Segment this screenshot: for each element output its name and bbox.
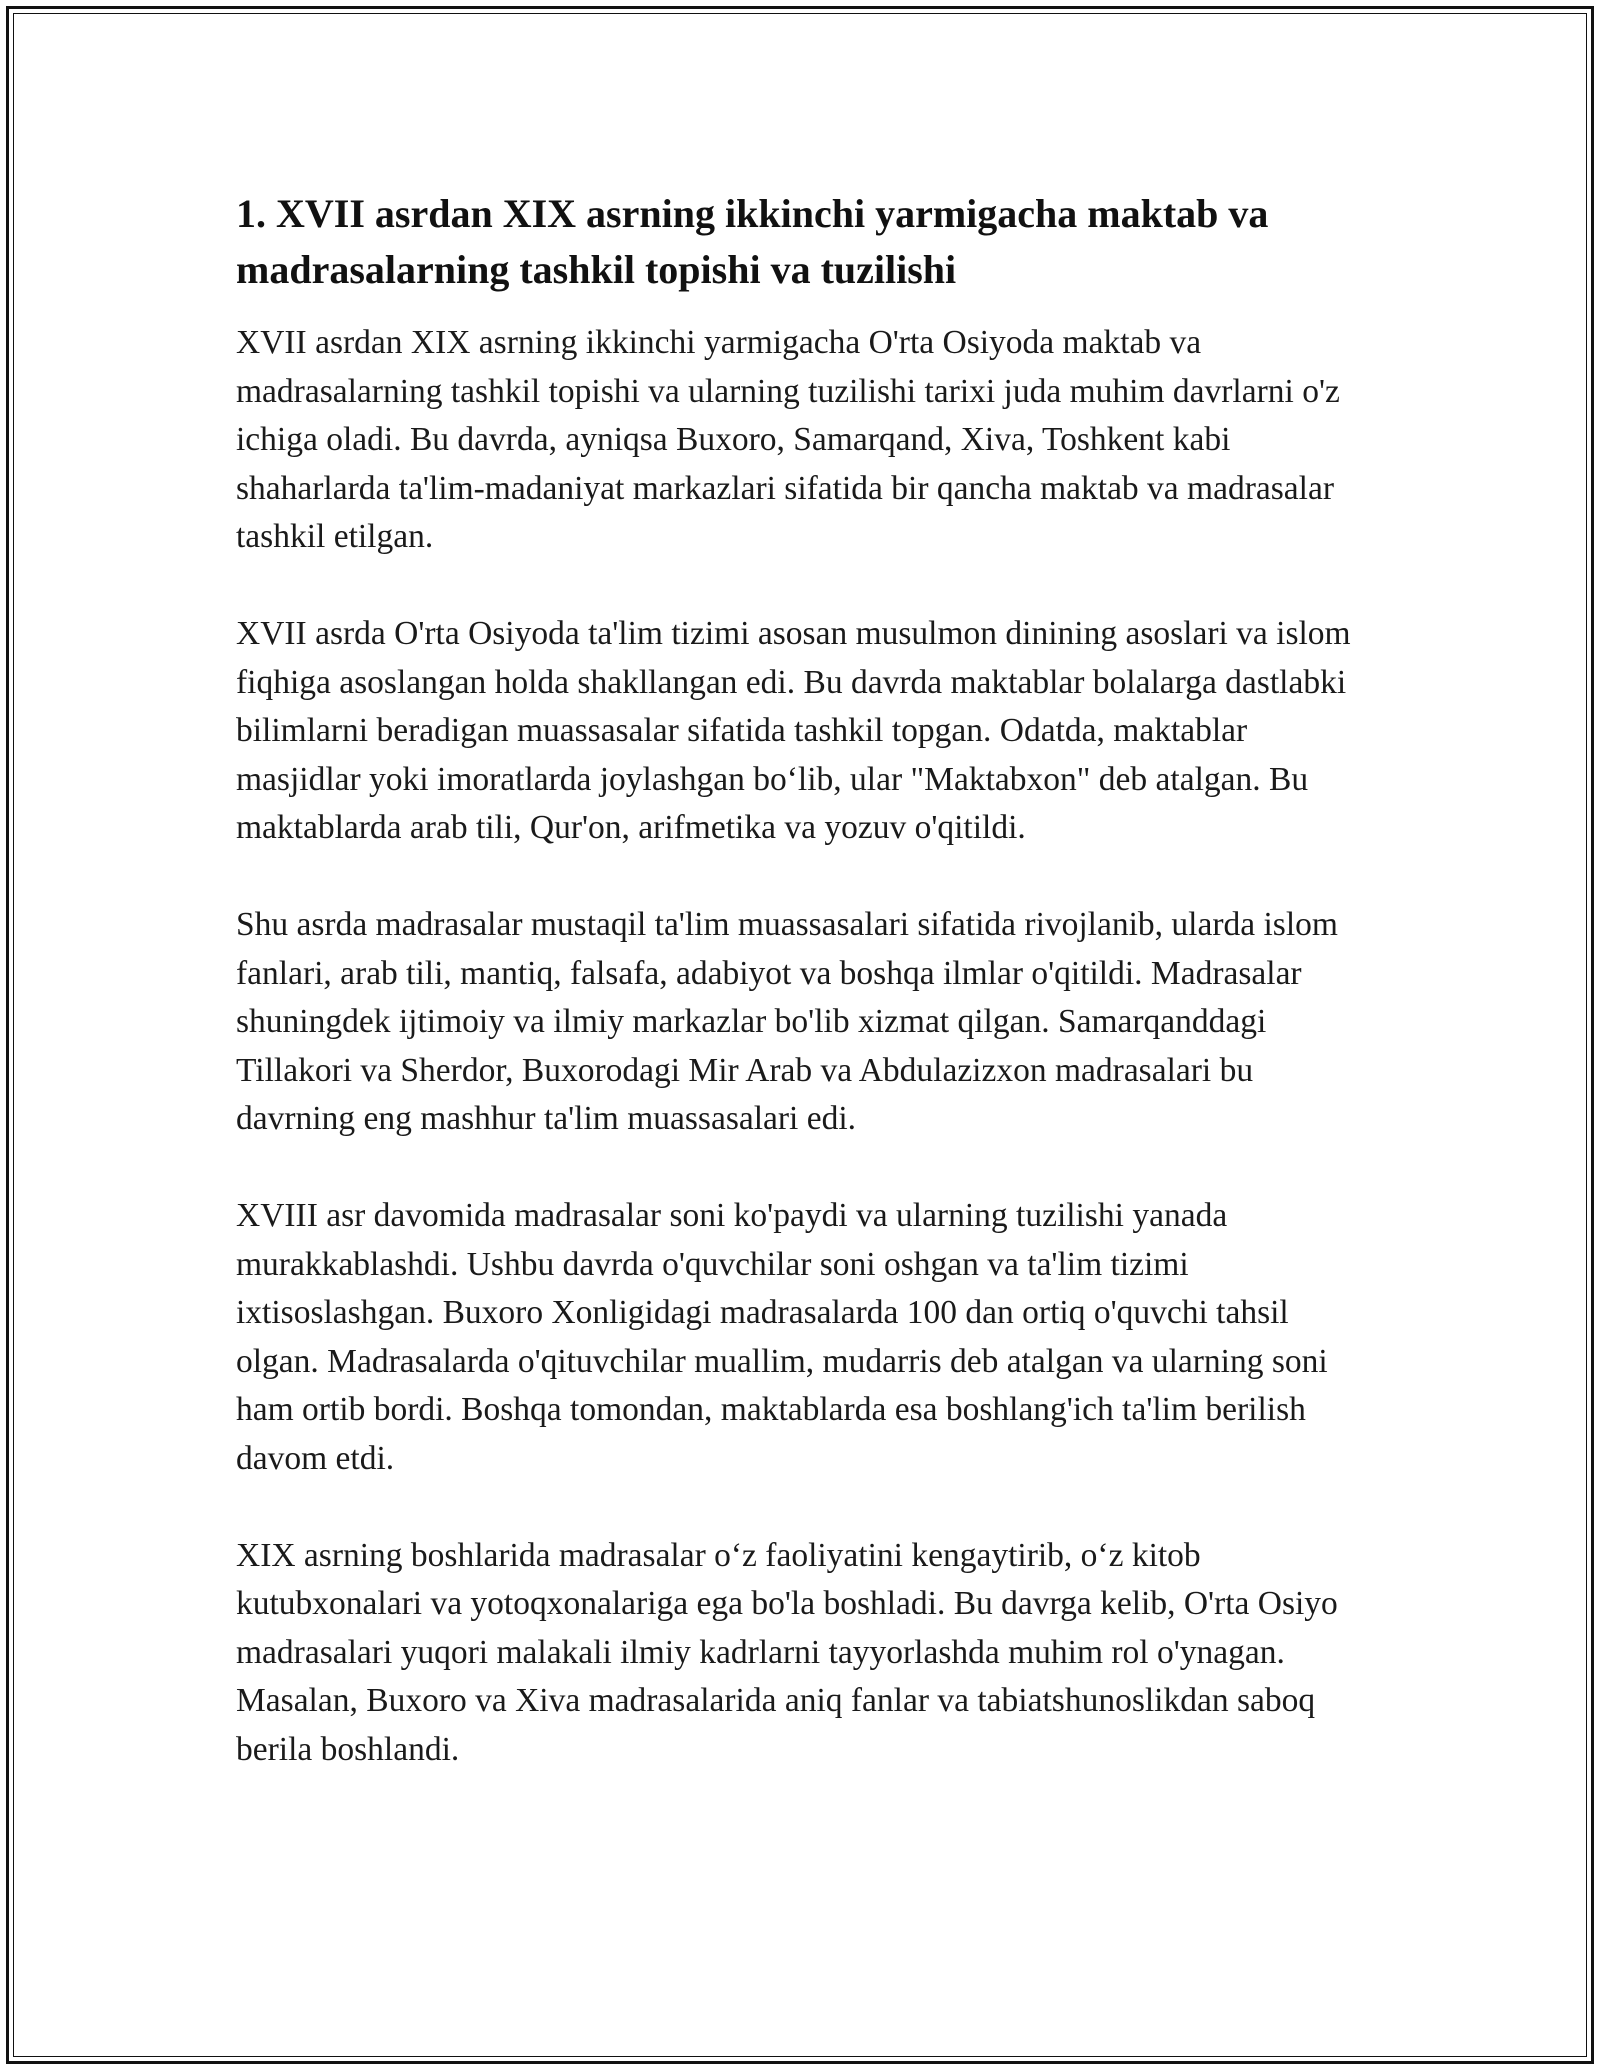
paragraph-1: XVII asrdan XIX asrning ikkinchi yarmigacha O'rta Osiyoda maktab va madrasalarning tashkil topishi va ularning tuzilishi tarixi juda muhim davrlarni o'z ichiga oladi. Bu davrda, ayniqsa Buxoro, Samarqand, Xiva, Toshkent kabi shaharlarda ta'lim-madaniyat markazlari sifatida bir qancha maktab va madrasalar tashkil etilgan. (236, 324, 1340, 555)
document-body (236, 186, 1376, 1774)
paragraph-5: XIX asrning boshlarida madrasalar o‘z faoliyatini kengaytirib, o‘z kitob kutubxonalari va yotoqxonalariga ega bo'la boshladi. Bu davrga kelib, O'rta Osiyo madrasalari yuqori malakali ilmiy kadrlarni tayyorlashda muhim rol o'ynagan. Masalan, Buxoro va Xiva madrasalarida aniq fanlar va tabiatshunoslikdan saboq berila boshlandi. (236, 1536, 1338, 1768)
paragraph-4: XVIII asr davomida madrasalar soni ko'paydi va ularning tuzilishi yanada murakkablashdi. Ushbu davrda o'quvchilar soni oshgan va ta'lim tizimi ixtisoslashgan. Buxoro Xonligidagi madrasalarda 100 dan ortiq o'quvchi tahsil olgan. Madrasalarda o'qituvchilar muallim, mudarris deb atalgan va ularning soni ham ortib bordi. Boshqa tomondan, maktablarda esa boshlang'ich ta'lim berilish davom etdi. (236, 1197, 1328, 1477)
section-heading: 1. XVII asrdan XIX asrning ikkinchi yarmigacha maktab va madrasalarning tashkil topishi va tuzilishi (236, 191, 1269, 292)
paragraph-2: XVII asrda O'rta Osiyoda ta'lim tizimi asosan musulmon dinining asoslari va islom fiqhiga asoslangan holda shakllangan edi. Bu davrda maktablar bolalarga dastlabki bilimlarni beradigan muassasalar sifatida tashkil topgan. Odatda, maktablar masjidlar yoki imoratlarda joylashgan bo‘lib, ular "Maktabxon" deb atalgan. Bu maktablarda arab tili, Qur'on, arifmetika va yozuv o'qitildi. (236, 615, 1351, 846)
paragraph-3: Shu asrda madrasalar mustaqil ta'lim muassasalari sifatida rivojlanib, ularda islom fanlari, arab tili, mantiq, falsafa, adabiyot va boshqa ilmlar o'qitildi. Madrasalar shuningdek ijtimoiy va ilmiy markazlar bo'lib xizmat qilgan. Samarqanddagi Tillakori va Sherdor, Buxorodagi Mir Arab va Abdulazizxon madrasalari bu davrning eng mashhur ta'lim muassasalari edi. (236, 906, 1338, 1137)
